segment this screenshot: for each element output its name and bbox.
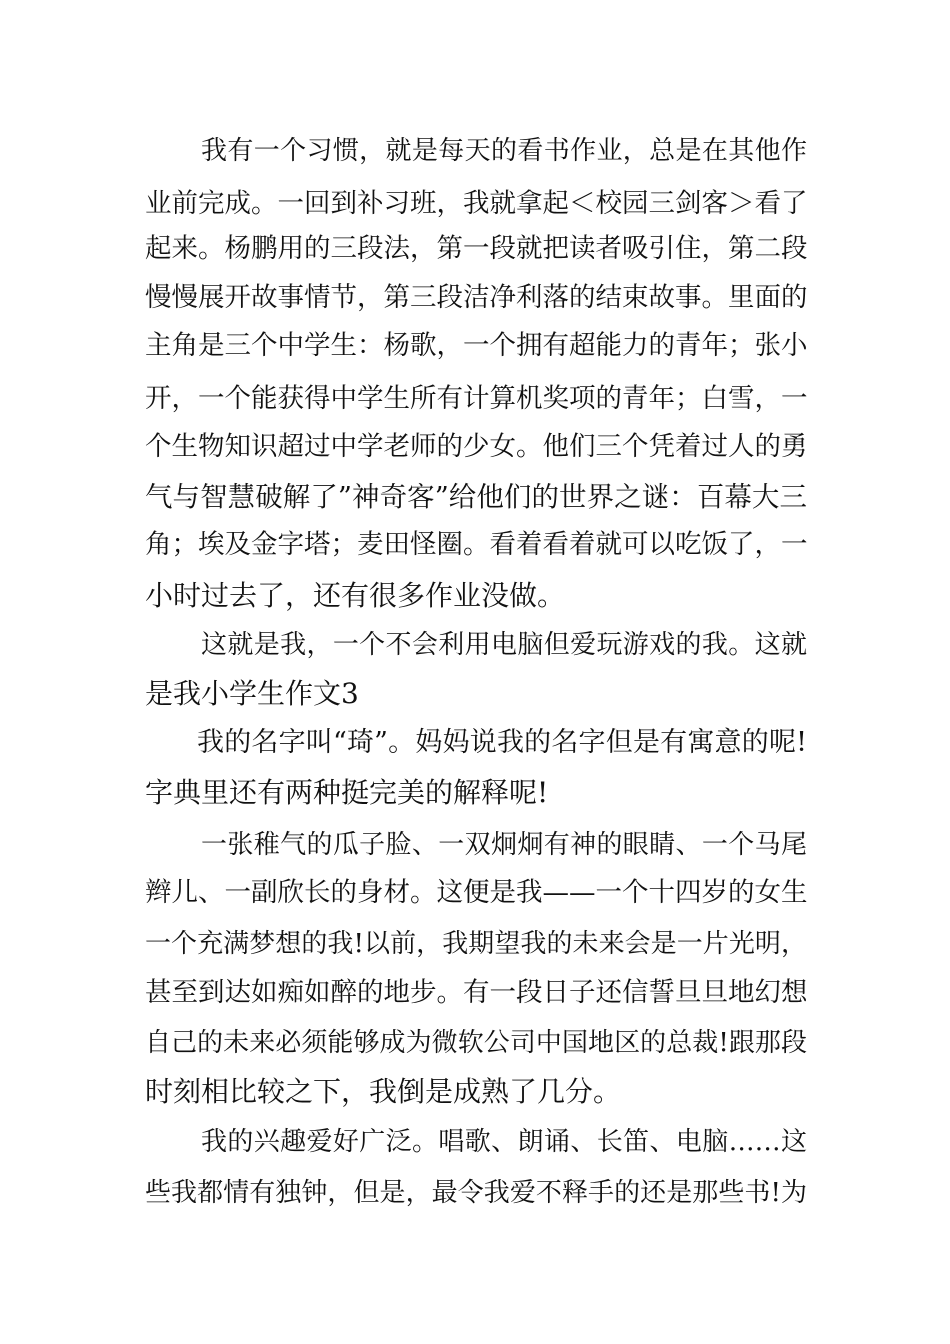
- text-line: 甚至到达如痴如醉的地步。有一段日子还信誓旦旦地幻想: [145, 977, 808, 1008]
- text-line: 是我小学生作文3: [145, 677, 359, 710]
- text-line: 慢慢展开故事情节，第三段洁净利落的结束故事。里面的: [145, 282, 808, 313]
- text-line: 一个充满梦想的我!以前，我期望我的未来会是一片光明，: [145, 929, 807, 959]
- text-line: 我的名字叫“琦”。妈妈说我的名字但是有寓意的呢!: [197, 727, 807, 758]
- text-line: 这就是我，一个不会利用电脑但爱玩游戏的我。这就: [201, 630, 807, 660]
- text-line: 主角是三个中学生：杨歌，一个拥有超能力的青年；张小: [145, 330, 808, 361]
- text-line: 角；埃及金字塔；麦田怪圈。看着看着就可以吃饭了，一: [145, 529, 808, 560]
- text-line: 气与智慧破解了”神奇客”给他们的世界之谜：百幕大三: [145, 481, 807, 513]
- text-line: 业前完成。一回到补习班，我就拿起＜校园三剑客＞看了: [145, 188, 808, 219]
- text-line: 字典里还有两种挺完美的解释呢!: [145, 776, 549, 809]
- text-line: 我的兴趣爱好广泛。唱歌、朗诵、长笛、电脑……这: [201, 1127, 807, 1157]
- text-line: 自己的未来必须能够成为微软公司中国地区的总裁!跟那段: [145, 1028, 807, 1058]
- text-line: 我有一个习惯，就是每天的看书作业，总是在其他作: [201, 136, 807, 166]
- text-line: 小时过去了，还有很多作业没做。: [145, 579, 566, 612]
- text-line: 一张稚气的瓜子脸、一双炯炯有神的眼睛、一个马尾: [201, 830, 807, 860]
- text-line: 起来。杨鹏用的三段法，第一段就把读者吸引住，第二段: [145, 233, 808, 264]
- text-line: 辫儿、一副欣长的身材。这便是我——一个十四岁的女生: [145, 877, 808, 908]
- text-line: 时刻相比较之下，我倒是成熟了几分。: [145, 1075, 622, 1108]
- text-line: 开，一个能获得中学生所有计算机奖项的青年；白雪，一: [145, 383, 808, 414]
- text-line: 个生物知识超过中学老师的少女。他们三个凭着过人的勇: [145, 431, 808, 462]
- text-line: 些我都情有独钟，但是，最令我爱不释手的还是那些书!为: [145, 1178, 807, 1208]
